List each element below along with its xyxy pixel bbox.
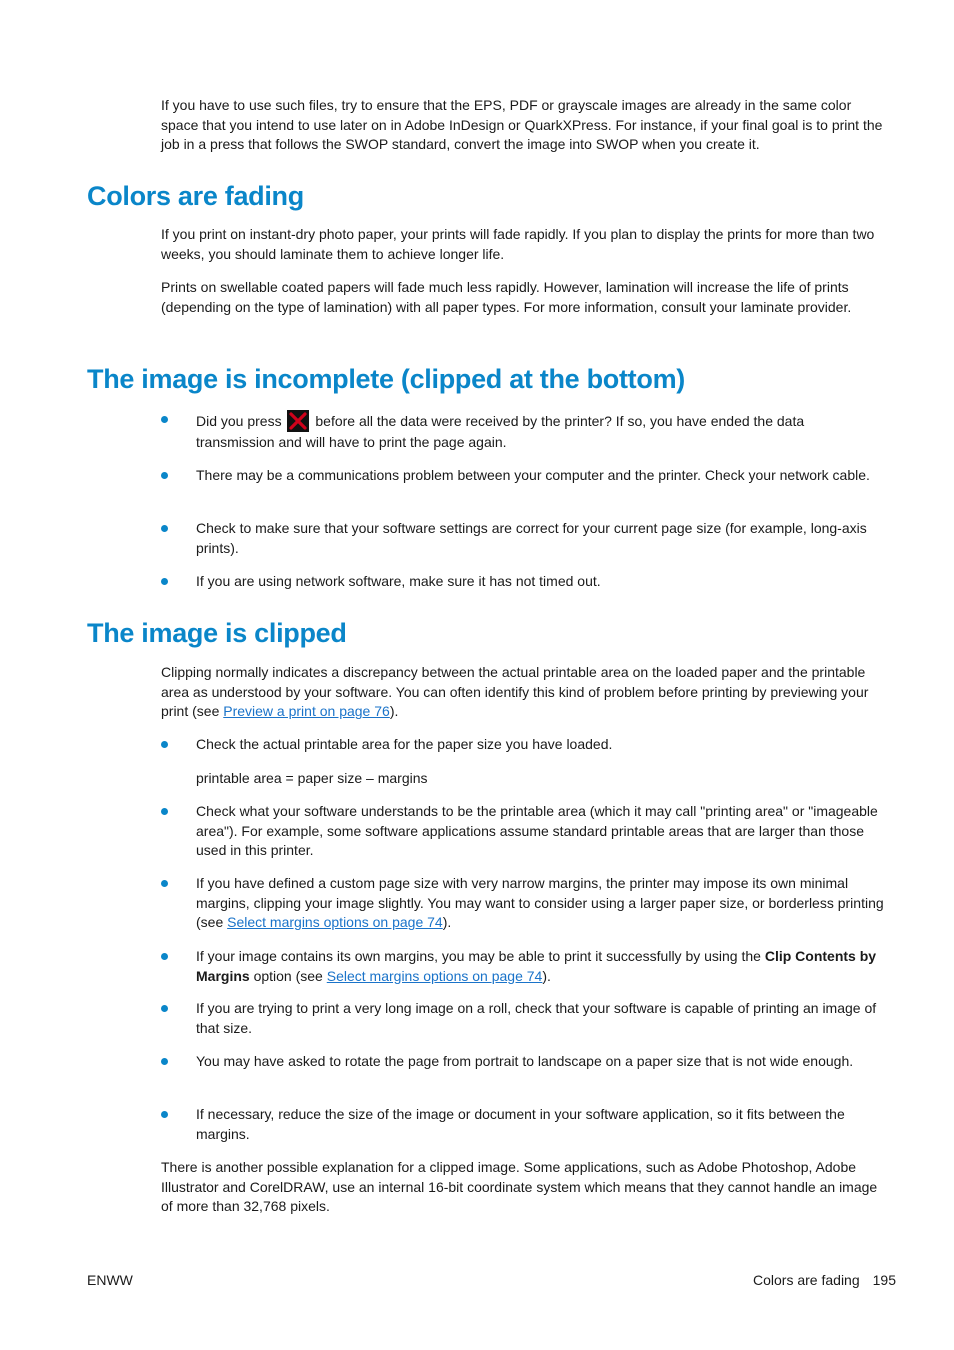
fading-paragraph-2: Prints on swellable coated papers will fade much less rapidly. However, lamination will increase the life of prints (depending on the type of lamination) with all paper types. For more information, consult your laminate provider.: [161, 279, 852, 315]
list-item-text: Check to make sure that your software settings are correct for your current page size (for example, long-axis prints).: [196, 520, 867, 556]
bullet-icon: [161, 1111, 168, 1118]
bullet-icon: [161, 880, 168, 887]
footer-left-label: ENWW: [87, 1272, 133, 1288]
list-item-text: If you are using network software, make sure it has not timed out.: [196, 573, 601, 589]
list-item-text: If you have defined a custom page size with very narrow margins, the printer may impose its own minimal margins, clipping your image slightly. You may want to consider using a larger paper size, or borderless printing (see Select margins options on page 74).: [196, 875, 884, 930]
heading-image-clipped: The image is clipped: [87, 618, 347, 648]
list-item-text: If you are trying to print a very long image on a roll, check that your software is capable of printing an image of that size.: [196, 1000, 877, 1036]
list-item-text: Check what your software understands to be the printable area (which it may call "printing area" or "imageable area"). For example, some software applications assume standard printable areas that are larger than those used in this printer.: [196, 803, 878, 858]
printable-area-formula: printable area = paper size – margins: [196, 770, 428, 786]
bullet-icon: [161, 1058, 168, 1065]
list-item: [161, 410, 886, 453]
bullet-icon: [161, 578, 168, 585]
list-item: [161, 519, 886, 558]
page-number: 195: [872, 1272, 896, 1288]
bullet-icon: [161, 1005, 168, 1012]
list-item: [161, 735, 886, 755]
link-preview-print[interactable]: Preview a print on page 76: [223, 703, 390, 719]
link-select-margins[interactable]: Select margins options on page 74: [326, 967, 543, 984]
fading-paragraph-1: If you print on instant-dry photo paper, your prints will fade rapidly. If you plan to display the prints for more than two weeks, you should laminate them to achieve longer life.: [161, 226, 875, 262]
list-item-text: If necessary, reduce the size of the image or document in your software application, so it fits between the margins.: [196, 1106, 845, 1142]
list-item: [161, 466, 886, 486]
intro-paragraph: If you have to use such files, try to ensure that the EPS, PDF or grayscale images are already in the same color space that you intend to use later on in Adobe InDesign or QuarkXPress. For instance, if your final goal is to print the job in a press that follows the SWOP standard, convert the image into SWOP when you create it.: [161, 97, 883, 152]
closing-paragraph: There is another possible explanation for a clipped image. Some applications, such as Adobe Photoshop, Adobe Illustrator and CorelDRAW, use an internal 16-bit coordinate system which means that they cannot handle an image of more than 32,768 pixels.: [161, 1159, 878, 1214]
list-item-text: Did you press before all the data were received by the printer? If so, you have ended the data transmission and will have to print the page again.: [196, 410, 886, 453]
list-item: [161, 1105, 886, 1144]
list-item-text: If your image contains its own margins, you may be able to print it successfully by using the Clip Contents by Margins option (see Select margins options on page 74).: [196, 948, 877, 984]
heading-colors-fading: Colors are fading: [87, 181, 304, 211]
clip-contents-option-label: Clip Contents by Margins: [196, 948, 877, 984]
list-item: [161, 999, 886, 1038]
bullet-icon: [161, 741, 168, 748]
list-item-text: There may be a communications problem between your computer and the printer. Check your network cable.: [196, 467, 870, 483]
footer-right: [753, 1271, 896, 1291]
list-item: [161, 572, 886, 592]
bullet-icon: [161, 525, 168, 532]
bullet-icon: [161, 953, 168, 960]
clipped-intro-paragraph: Clipping normally indicates a discrepancy between the actual printable area on the loaded paper and the printable area as understood by your software. You can often identify this kind of problem before printing by previewing your print (see Preview a print on page 76).: [161, 664, 869, 719]
list-item-text: Check the actual printable area for the paper size you have loaded.: [196, 736, 613, 752]
cancel-x-icon: [287, 410, 309, 432]
list-item: [161, 802, 886, 861]
list-item: [161, 874, 886, 933]
bullet-icon: [161, 472, 168, 479]
bullet-icon: [161, 416, 168, 423]
link-select-margins[interactable]: Select margins options on page 74: [227, 914, 443, 930]
list-item: [161, 947, 886, 986]
list-item-text: You may have asked to rotate the page from portrait to landscape on a paper size that is not wide enough.: [196, 1053, 854, 1069]
list-item: [161, 1052, 886, 1072]
heading-image-incomplete: The image is incomplete (clipped at the bottom): [87, 364, 685, 394]
bullet-icon: [161, 808, 168, 815]
footer-section-title: Colors are fading: [753, 1272, 860, 1288]
